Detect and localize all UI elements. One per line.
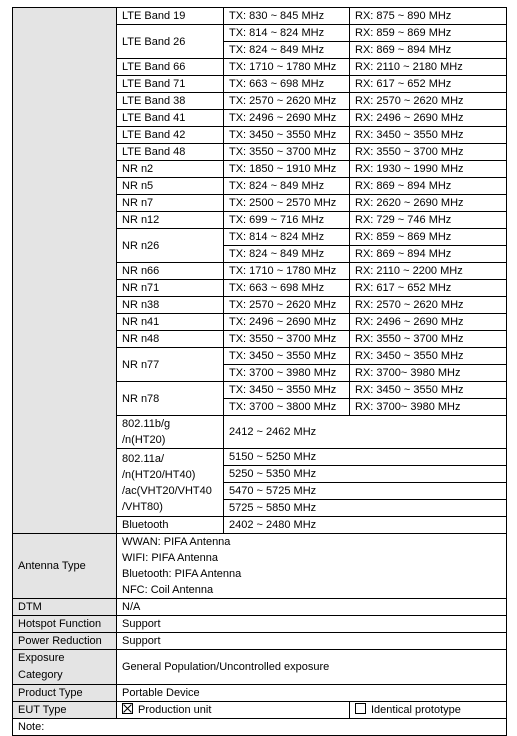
tx-range: TX: 3700 ~ 3800 MHz <box>224 399 350 416</box>
band-name: NR n5 <box>117 178 224 195</box>
band-name: NR n66 <box>117 263 224 280</box>
antenna-value: WWAN: PIFA Antenna WIFI: PIFA Antenna Bluetooth: PIFA Antenna NFC: Coil Antenna <box>117 534 507 599</box>
tx-range: TX: 3550 ~ 3700 MHz <box>224 144 350 161</box>
rx-range: RX: 3700~ 3980 MHz <box>350 365 507 382</box>
product-type-row <box>13 685 507 702</box>
hotspot-row <box>13 616 507 633</box>
band-name: NR n48 <box>117 331 224 348</box>
frequency-band-label-cell <box>13 8 117 534</box>
rx-range: RX: 859 ~ 869 MHz <box>350 25 507 42</box>
bluetooth-range: 2402 ~ 2480 MHz <box>224 517 507 534</box>
band-name: LTE Band 26 <box>117 25 224 59</box>
rx-range: RX: 1930 ~ 1990 MHz <box>350 161 507 178</box>
tx-range: TX: 1850 ~ 1910 MHz <box>224 161 350 178</box>
rx-range: RX: 869 ~ 894 MHz <box>350 246 507 263</box>
rx-range: RX: 869 ~ 894 MHz <box>350 42 507 59</box>
wifi-bg-name: 802.11b/g /n(HT20) <box>117 416 224 449</box>
rx-range: RX: 2570 ~ 2620 MHz <box>350 93 507 110</box>
dtm-label: DTM <box>13 599 117 616</box>
band-name: LTE Band 38 <box>117 93 224 110</box>
band-name: NR n78 <box>117 382 224 416</box>
rx-range: RX: 2620 ~ 2690 MHz <box>350 195 507 212</box>
band-name: LTE Band 48 <box>117 144 224 161</box>
tx-range: TX: 3700 ~ 3980 MHz <box>224 365 350 382</box>
specification-sheet <box>12 7 507 736</box>
rx-range: RX: 2110 ~ 2180 MHz <box>350 59 507 76</box>
tx-range: TX: 824 ~ 849 MHz <box>224 178 350 195</box>
rx-range: RX: 617 ~ 652 MHz <box>350 76 507 93</box>
rx-range: RX: 869 ~ 894 MHz <box>350 178 507 195</box>
exposure-row <box>13 650 507 685</box>
band-name: NR n41 <box>117 314 224 331</box>
band-name: LTE Band 19 <box>117 8 224 25</box>
eut-option-prototype[interactable]: Identical prototype <box>350 702 507 719</box>
tx-range: TX: 824 ~ 849 MHz <box>224 246 350 263</box>
exposure-value: General Population/Uncontrolled exposure <box>117 650 507 685</box>
tx-range: TX: 3450 ~ 3550 MHz <box>224 348 350 365</box>
checkbox-icon[interactable] <box>355 703 366 714</box>
rx-range: RX: 617 ~ 652 MHz <box>350 280 507 297</box>
rx-range: RX: 859 ~ 869 MHz <box>350 229 507 246</box>
power-reduction-row <box>13 633 507 650</box>
rx-range: RX: 729 ~ 746 MHz <box>350 212 507 229</box>
note-label: Note: <box>13 719 507 736</box>
tx-range: TX: 1710 ~ 1780 MHz <box>224 263 350 280</box>
rx-range: RX: 2496 ~ 2690 MHz <box>350 110 507 127</box>
note-row <box>13 719 507 736</box>
dtm-value: N/A <box>117 599 507 616</box>
band-name: NR n2 <box>117 161 224 178</box>
eut-type-row <box>13 702 507 719</box>
band-name: NR n77 <box>117 348 224 382</box>
band-name: NR n12 <box>117 212 224 229</box>
band-name: NR n7 <box>117 195 224 212</box>
tx-range: TX: 824 ~ 849 MHz <box>224 42 350 59</box>
rx-range: RX: 875 ~ 890 MHz <box>350 8 507 25</box>
wifi-a-range: 5150 ~ 5250 MHz <box>224 449 507 466</box>
tx-range: TX: 814 ~ 824 MHz <box>224 229 350 246</box>
eut-type-label: EUT Type <box>13 702 117 719</box>
tx-range: TX: 2500 ~ 2570 MHz <box>224 195 350 212</box>
band-name: LTE Band 71 <box>117 76 224 93</box>
band-name: NR n71 <box>117 280 224 297</box>
antenna-label: Antenna Type <box>13 534 117 599</box>
band-name: LTE Band 42 <box>117 127 224 144</box>
tx-range: TX: 830 ~ 845 MHz <box>224 8 350 25</box>
eut-option-production[interactable]: Production unit <box>117 702 350 719</box>
band-row <box>13 8 507 25</box>
product-type-value: Portable Device <box>117 685 507 702</box>
rx-range: RX: 2570 ~ 2620 MHz <box>350 297 507 314</box>
product-type-label: Product Type <box>13 685 117 702</box>
tx-range: TX: 2496 ~ 2690 MHz <box>224 314 350 331</box>
rx-range: RX: 3550 ~ 3700 MHz <box>350 331 507 348</box>
band-name: NR n38 <box>117 297 224 314</box>
wifi-a-range: 5470 ~ 5725 MHz <box>224 483 507 500</box>
spec-table <box>12 7 507 736</box>
exposure-label: Exposure Category <box>13 650 117 685</box>
tx-range: TX: 2570 ~ 2620 MHz <box>224 93 350 110</box>
tx-range: TX: 663 ~ 698 MHz <box>224 76 350 93</box>
tx-range: TX: 3550 ~ 3700 MHz <box>224 331 350 348</box>
power-reduction-value: Support <box>117 633 507 650</box>
tx-range: TX: 1710 ~ 1780 MHz <box>224 59 350 76</box>
band-name: NR n26 <box>117 229 224 263</box>
wifi-bg-range: 2412 ~ 2462 MHz <box>224 416 507 449</box>
bluetooth-name: Bluetooth <box>117 517 224 534</box>
spec-table-body <box>13 8 507 736</box>
rx-range: RX: 3700~ 3980 MHz <box>350 399 507 416</box>
wifi-a-range: 5250 ~ 5350 MHz <box>224 466 507 483</box>
checked-box-icon[interactable] <box>122 703 133 714</box>
antenna-row <box>13 534 507 599</box>
band-name: LTE Band 41 <box>117 110 224 127</box>
wifi-a-range: 5725 ~ 5850 MHz <box>224 500 507 517</box>
rx-range: RX: 3450 ~ 3550 MHz <box>350 382 507 399</box>
rx-range: RX: 3450 ~ 3550 MHz <box>350 348 507 365</box>
rx-range: RX: 3550 ~ 3700 MHz <box>350 144 507 161</box>
dtm-row <box>13 599 507 616</box>
rx-range: RX: 2110 ~ 2200 MHz <box>350 263 507 280</box>
tx-range: TX: 2570 ~ 2620 MHz <box>224 297 350 314</box>
tx-range: TX: 663 ~ 698 MHz <box>224 280 350 297</box>
tx-range: TX: 699 ~ 716 MHz <box>224 212 350 229</box>
tx-range: TX: 2496 ~ 2690 MHz <box>224 110 350 127</box>
power-reduction-label: Power Reduction <box>13 633 117 650</box>
hotspot-label: Hotspot Function <box>13 616 117 633</box>
tx-range: TX: 814 ~ 824 MHz <box>224 25 350 42</box>
tx-range: TX: 3450 ~ 3550 MHz <box>224 382 350 399</box>
rx-range: RX: 2496 ~ 2690 MHz <box>350 314 507 331</box>
wifi-a-name: 802.11a/ /n(HT20/HT40) /ac(VHT20/VHT40 /VHT80) <box>117 449 224 517</box>
rx-range: RX: 3450 ~ 3550 MHz <box>350 127 507 144</box>
hotspot-value: Support <box>117 616 507 633</box>
band-name: LTE Band 66 <box>117 59 224 76</box>
tx-range: TX: 3450 ~ 3550 MHz <box>224 127 350 144</box>
